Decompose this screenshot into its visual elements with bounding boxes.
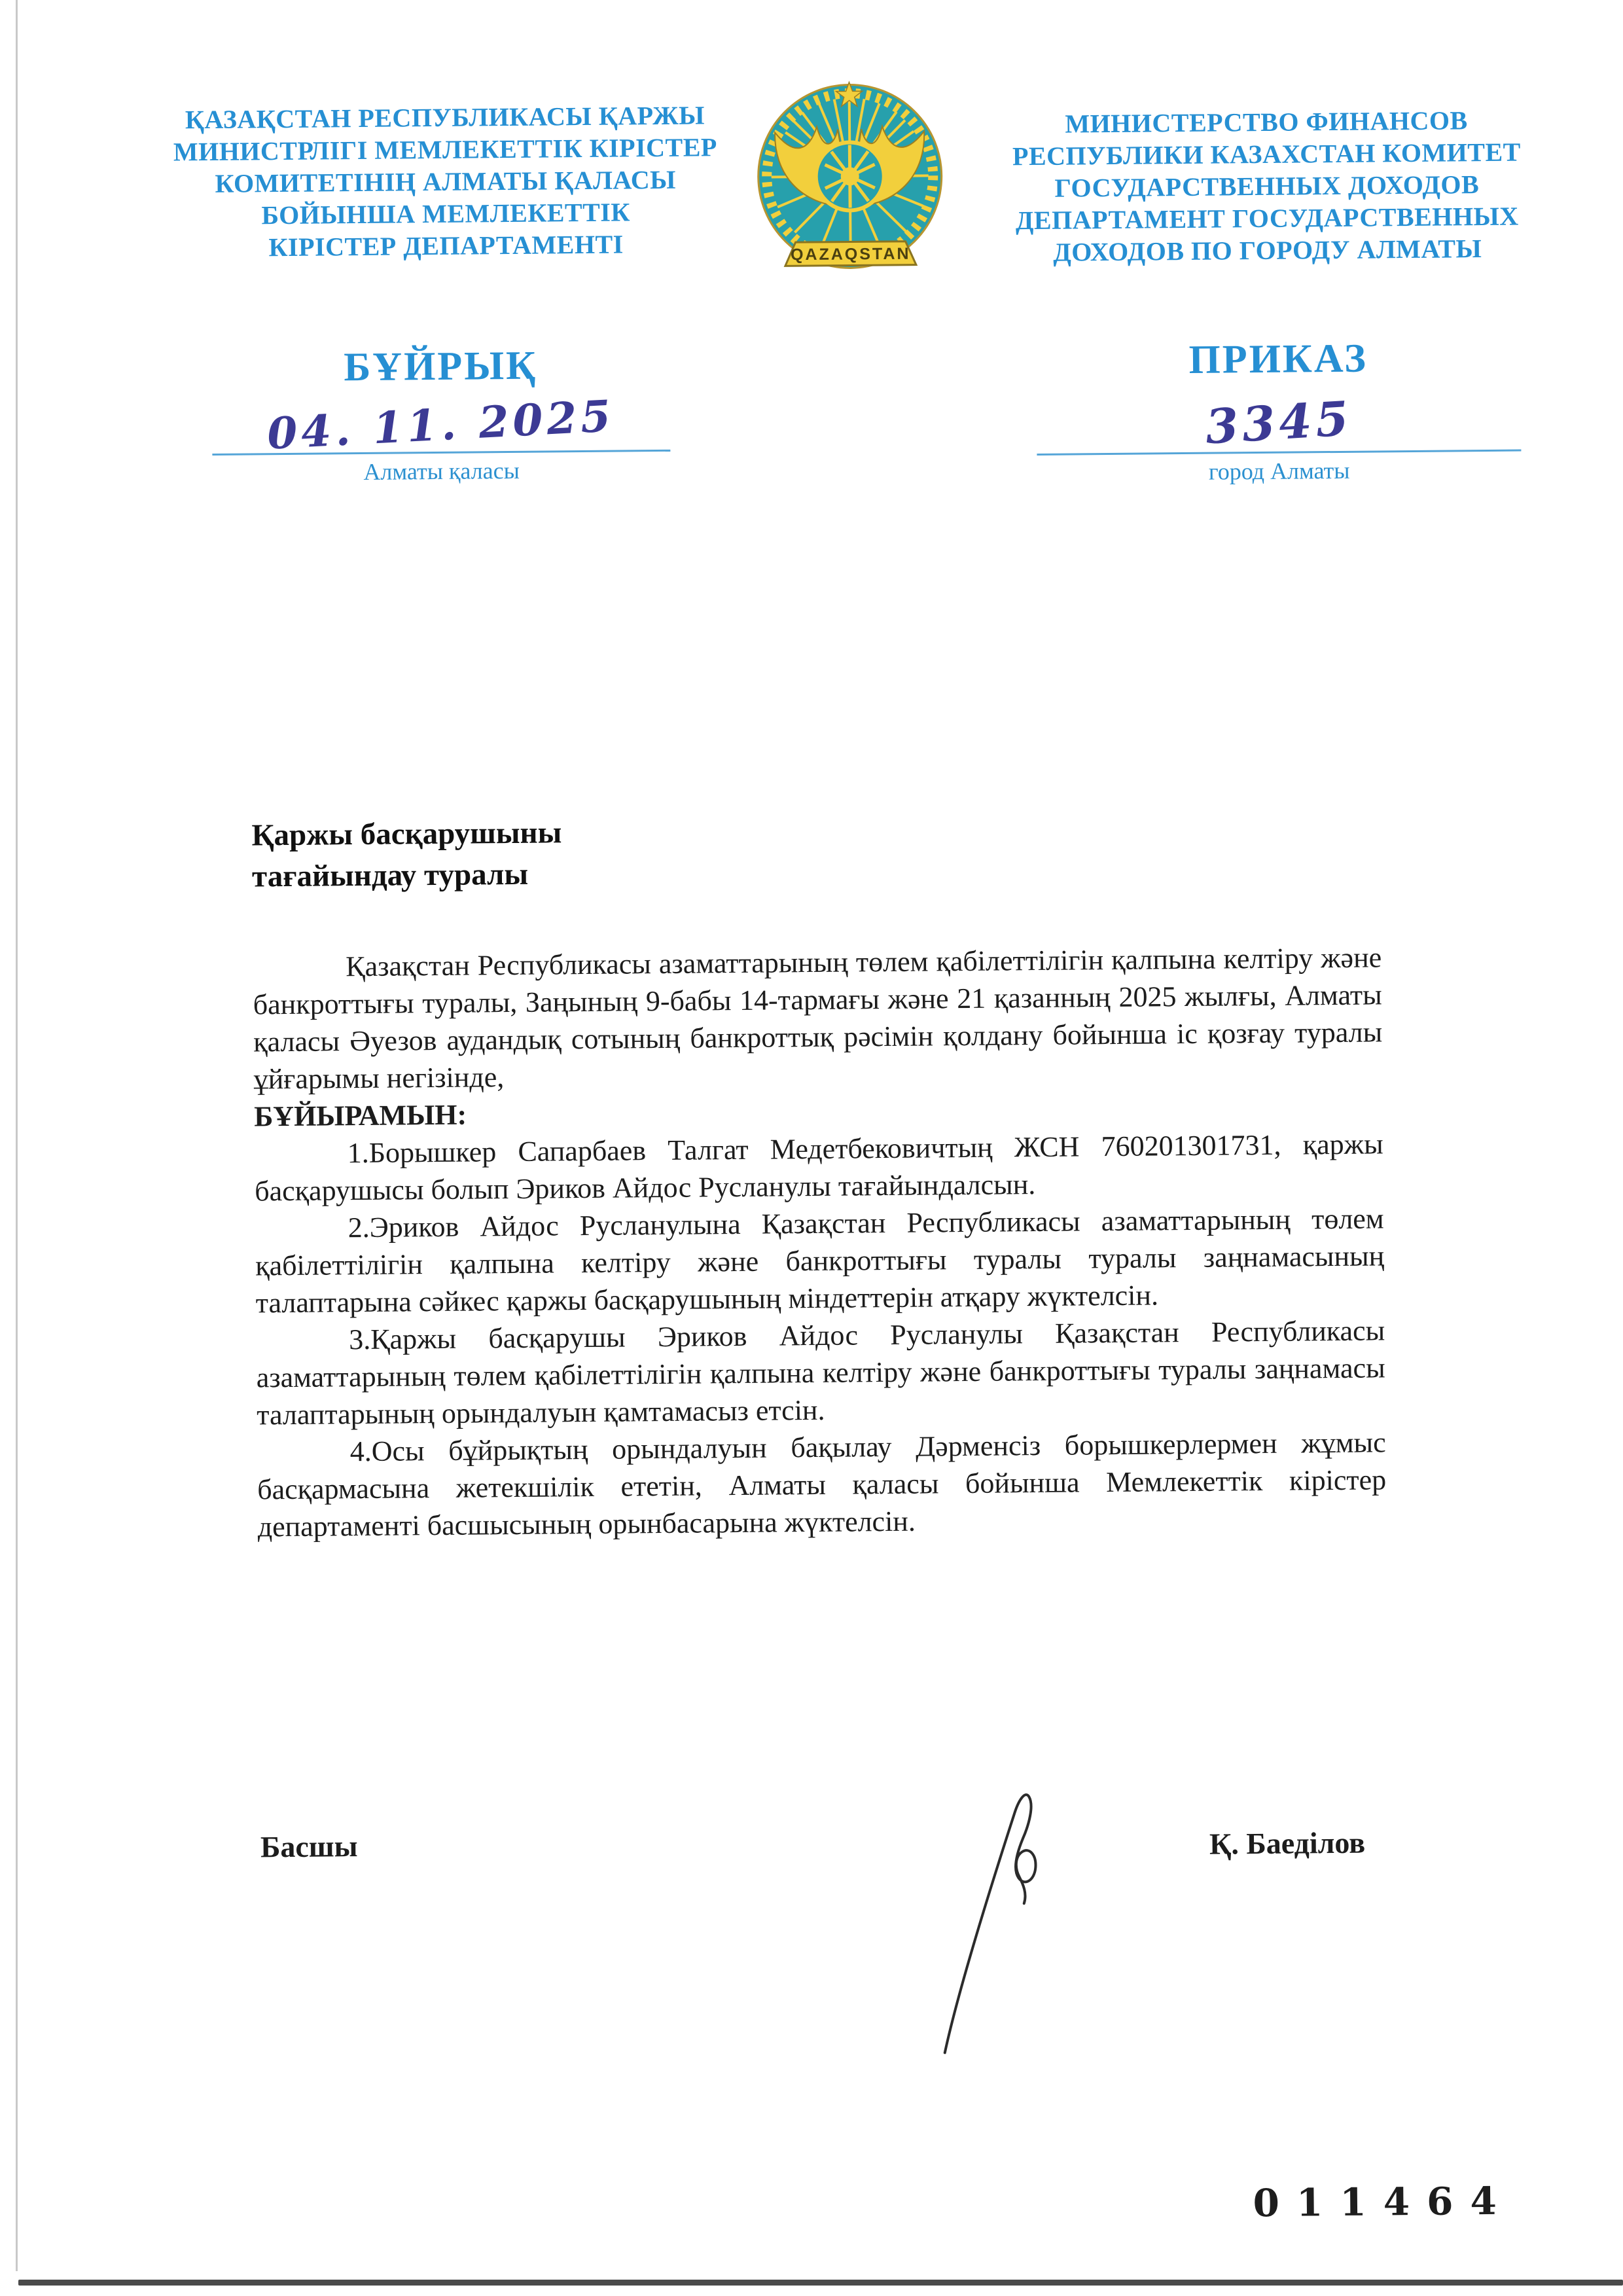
document-body [251, 805, 1387, 1545]
document-title-line: Қаржы басқарушыны [251, 816, 562, 853]
document-title [251, 805, 1381, 897]
org-left-line: КОМИТЕТІНІҢ АЛМАТЫ ҚАЛАСЫ [215, 164, 677, 198]
handwritten-order-number: 3345 [1204, 389, 1354, 455]
org-left-line: МИНИСТРЛІГІ МЕМЛЕКЕТТІК КІРІСТЕР [173, 132, 718, 167]
document-title-line: тағайындау туралы [251, 857, 529, 894]
org-name-russian [978, 103, 1556, 269]
signer-name: Қ. Баеділов [1209, 1825, 1366, 1861]
order-item-3: 3.Қаржы басқарушы Эриков Айдос Русланулы Қазақстан Республикасы азаматтарының төлем қабілеттілігін қалпына келтіру және банкроттығы туралы заңнамасы талаптарының орындалуын қамтамасыз етсін. [256, 1314, 1385, 1431]
order-item-1: 1.Борышкер Сапарбаев Талгат Медетбековичтың ЖСН 760201301731, қаржы басқарушысы болып Эриков Айдос Русланулы тағайындалсын. [255, 1128, 1383, 1208]
emblem-banner-text: QAZAQSTAN [790, 244, 911, 264]
handwritten-signature [911, 1776, 1110, 2060]
letterhead [0, 91, 1616, 267]
org-right-line: МИНИСТЕРСТВО ФИНАНСОВ [1065, 105, 1468, 139]
kazakhstan-coat-of-arms-icon [751, 65, 949, 290]
resolve-word: БҰЙЫРАМЫН: [254, 1098, 467, 1133]
order-title-russian: ПРИКАЗ [1188, 336, 1368, 382]
order-item-4: 4.Осы бұйрықтың орындалуын бақылау Дәрменсіз борышкерлермен жұмыс басқармасына жетекшілік ететін, Алматы қаласы бойынша Мемлекеттік кірістер департаменті басшысының орынбасарына жүктелсін. [257, 1426, 1387, 1543]
org-right-line: РЕСПУБЛИКИ КАЗАХСТАН КОМИТЕТ [1012, 137, 1522, 171]
org-left-line: БОЙЫНША МЕМЛЕКЕТТІК [261, 197, 631, 230]
document-serial-number: 011464 [1253, 2178, 1514, 2226]
org-left-line: ҚАЗАҚСТАН РЕСПУБЛИКАСЫ ҚАРЖЫ [185, 100, 705, 135]
order-block-kazakh [192, 342, 690, 488]
order-place-kazakh: Алматы қаласы [363, 457, 520, 485]
org-right-line: ГОСУДАРСТВЕННЫХ ДОХОДОВ [1054, 170, 1480, 203]
intro-paragraph: Қазақстан Республикасы азаматтарының төлем қабілеттілігін қалпына келтіру және банкроттығы туралы, Заңының 9-бабы 14-тармағы және 21 қазанның 2025 жылғы, Алматы қаласы Әуезов аудандық сотының банкроттық рәсімін қолдану бойынша іс қозғау туралы ұйғарымы негізінде, [253, 941, 1383, 1096]
order-title-kazakh: БҰЙРЫҚ [344, 343, 538, 390]
order-place-russian: город Алматы [1208, 457, 1350, 485]
order-block-russian [1016, 334, 1541, 487]
org-left-line: КІРІСТЕР ДЕПАРТАМЕНТІ [268, 229, 624, 262]
signature-row [260, 1820, 1413, 1908]
org-right-line: ДОХОДОВ ПО ГОРОДУ АЛМАТЫ [1053, 234, 1482, 267]
org-name-kazakh [151, 99, 741, 264]
org-right-line: ДЕПАРТАМЕНТ ГОСУДАРСТВЕННЫХ [1015, 201, 1519, 236]
signer-position: Басшы [260, 1829, 358, 1864]
order-item-2: 2.Эриков Айдос Русланулына Қазақстан Республикасы азаматтарының төлем қабілеттілігін қалпына келтіру және банкроттығы туралы туралы заңнамасының талаптарына сәйкес қаржы басқарушының міндеттерін атқару жүктелсін. [255, 1202, 1385, 1319]
handwritten-date: 04. 11. 2025 [266, 390, 616, 459]
